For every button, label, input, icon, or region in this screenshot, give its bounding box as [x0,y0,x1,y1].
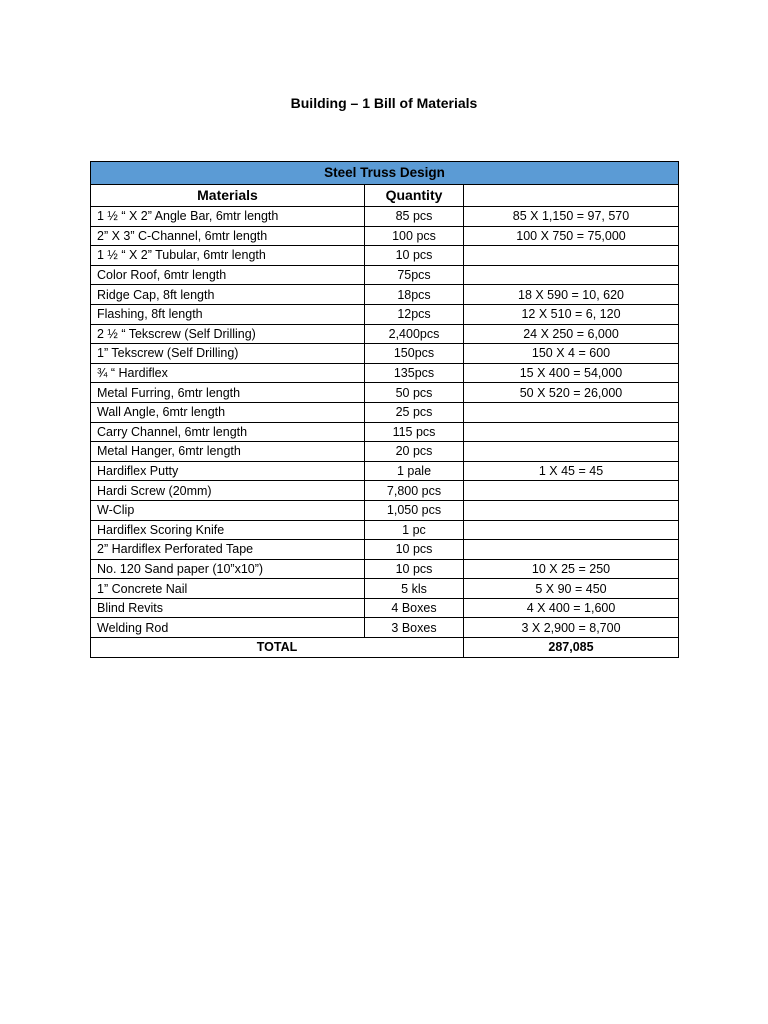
table-row [91,442,679,462]
material-cell: 1 ½ “ X 2” Tubular, 6mtr length [91,246,365,266]
table-row [91,383,679,403]
quantity-cell: 100 pcs [365,226,464,246]
computation-cell [464,422,679,442]
quantity-cell: 1 pale [365,461,464,481]
total-label: TOTAL [91,638,464,658]
material-cell: 2” X 3” C-Channel, 6mtr length [91,226,365,246]
quantity-cell: 2,400pcs [365,324,464,344]
material-cell: Ridge Cap, 8ft length [91,285,365,305]
material-cell: Hardiflex Scoring Knife [91,520,365,540]
computation-cell: 18 X 590 = 10, 620 [464,285,679,305]
quantity-cell: 1,050 pcs [365,500,464,520]
table-row [91,304,679,324]
quantity-cell: 18pcs [365,285,464,305]
material-cell: No. 120 Sand paper (10”x10”) [91,559,365,579]
material-cell: Blind Revits [91,598,365,618]
total-value: 287,085 [464,638,679,658]
quantity-cell: 3 Boxes [365,618,464,638]
quantity-cell: 7,800 pcs [365,481,464,501]
computation-cell [464,246,679,266]
quantity-cell: 85 pcs [365,207,464,227]
table-row [91,579,679,599]
quantity-cell: 12pcs [365,304,464,324]
computation-cell [464,540,679,560]
table-row [91,344,679,364]
computation-cell [464,500,679,520]
computation-cell: 50 X 520 = 26,000 [464,383,679,403]
computation-cell [464,481,679,501]
table-row [91,246,679,266]
header-quantity: Quantity [365,185,464,207]
material-cell: Wall Angle, 6mtr length [91,402,365,422]
header-materials: Materials [91,185,365,207]
quantity-cell: 25 pcs [365,402,464,422]
quantity-cell: 5 kls [365,579,464,599]
material-cell: Color Roof, 6mtr length [91,265,365,285]
quantity-cell: 10 pcs [365,540,464,560]
material-cell: 2 ½ “ Tekscrew (Self Drilling) [91,324,365,344]
table-header-row [91,185,679,207]
quantity-cell: 115 pcs [365,422,464,442]
computation-cell: 4 X 400 = 1,600 [464,598,679,618]
table-row [91,285,679,305]
material-cell: Flashing, 8ft length [91,304,365,324]
computation-cell: 1 X 45 = 45 [464,461,679,481]
computation-cell: 5 X 90 = 450 [464,579,679,599]
computation-cell [464,402,679,422]
quantity-cell: 50 pcs [365,383,464,403]
table-row [91,265,679,285]
computation-cell: 12 X 510 = 6, 120 [464,304,679,324]
table-row [91,559,679,579]
table-row [91,324,679,344]
material-cell: 2” Hardiflex Perforated Tape [91,540,365,560]
material-cell: 1” Concrete Nail [91,579,365,599]
material-cell: Hardiflex Putty [91,461,365,481]
computation-cell: 15 X 400 = 54,000 [464,363,679,383]
material-cell: ¾ “ Hardiflex [91,363,365,383]
computation-cell: 24 X 250 = 6,000 [464,324,679,344]
computation-cell: 10 X 25 = 250 [464,559,679,579]
table-row [91,402,679,422]
computation-cell: 85 X 1,150 = 97, 570 [464,207,679,227]
quantity-cell: 10 pcs [365,559,464,579]
computation-cell: 100 X 750 = 75,000 [464,226,679,246]
quantity-cell: 1 pc [365,520,464,540]
material-cell: Carry Channel, 6mtr length [91,422,365,442]
table-banner: Steel Truss Design [91,162,679,185]
material-cell: Welding Rod [91,618,365,638]
table-row [91,500,679,520]
table-row [91,520,679,540]
quantity-cell: 150pcs [365,344,464,364]
computation-cell [464,442,679,462]
quantity-cell: 10 pcs [365,246,464,266]
table-banner-row [91,162,679,185]
quantity-cell: 20 pcs [365,442,464,462]
table-row [91,481,679,501]
document-title: Building – 1 Bill of Materials [290,95,478,111]
table-row [91,363,679,383]
quantity-cell: 75pcs [365,265,464,285]
computation-cell: 150 X 4 = 600 [464,344,679,364]
computation-cell [464,265,679,285]
table-row [91,540,679,560]
bill-of-materials-table [90,161,679,658]
table-row [91,598,679,618]
header-computation [464,185,679,207]
computation-cell: 3 X 2,900 = 8,700 [464,618,679,638]
quantity-cell: 135pcs [365,363,464,383]
material-cell: Hardi Screw (20mm) [91,481,365,501]
material-cell: Metal Furring, 6mtr length [91,383,365,403]
table-row [91,207,679,227]
table-row [91,618,679,638]
table-row [91,226,679,246]
total-row [91,638,679,658]
material-cell: 1” Tekscrew (Self Drilling) [91,344,365,364]
material-cell: Metal Hanger, 6mtr length [91,442,365,462]
quantity-cell: 4 Boxes [365,598,464,618]
table-row [91,461,679,481]
computation-cell [464,520,679,540]
material-cell: 1 ½ “ X 2” Angle Bar, 6mtr length [91,207,365,227]
table-row [91,422,679,442]
material-cell: W-Clip [91,500,365,520]
